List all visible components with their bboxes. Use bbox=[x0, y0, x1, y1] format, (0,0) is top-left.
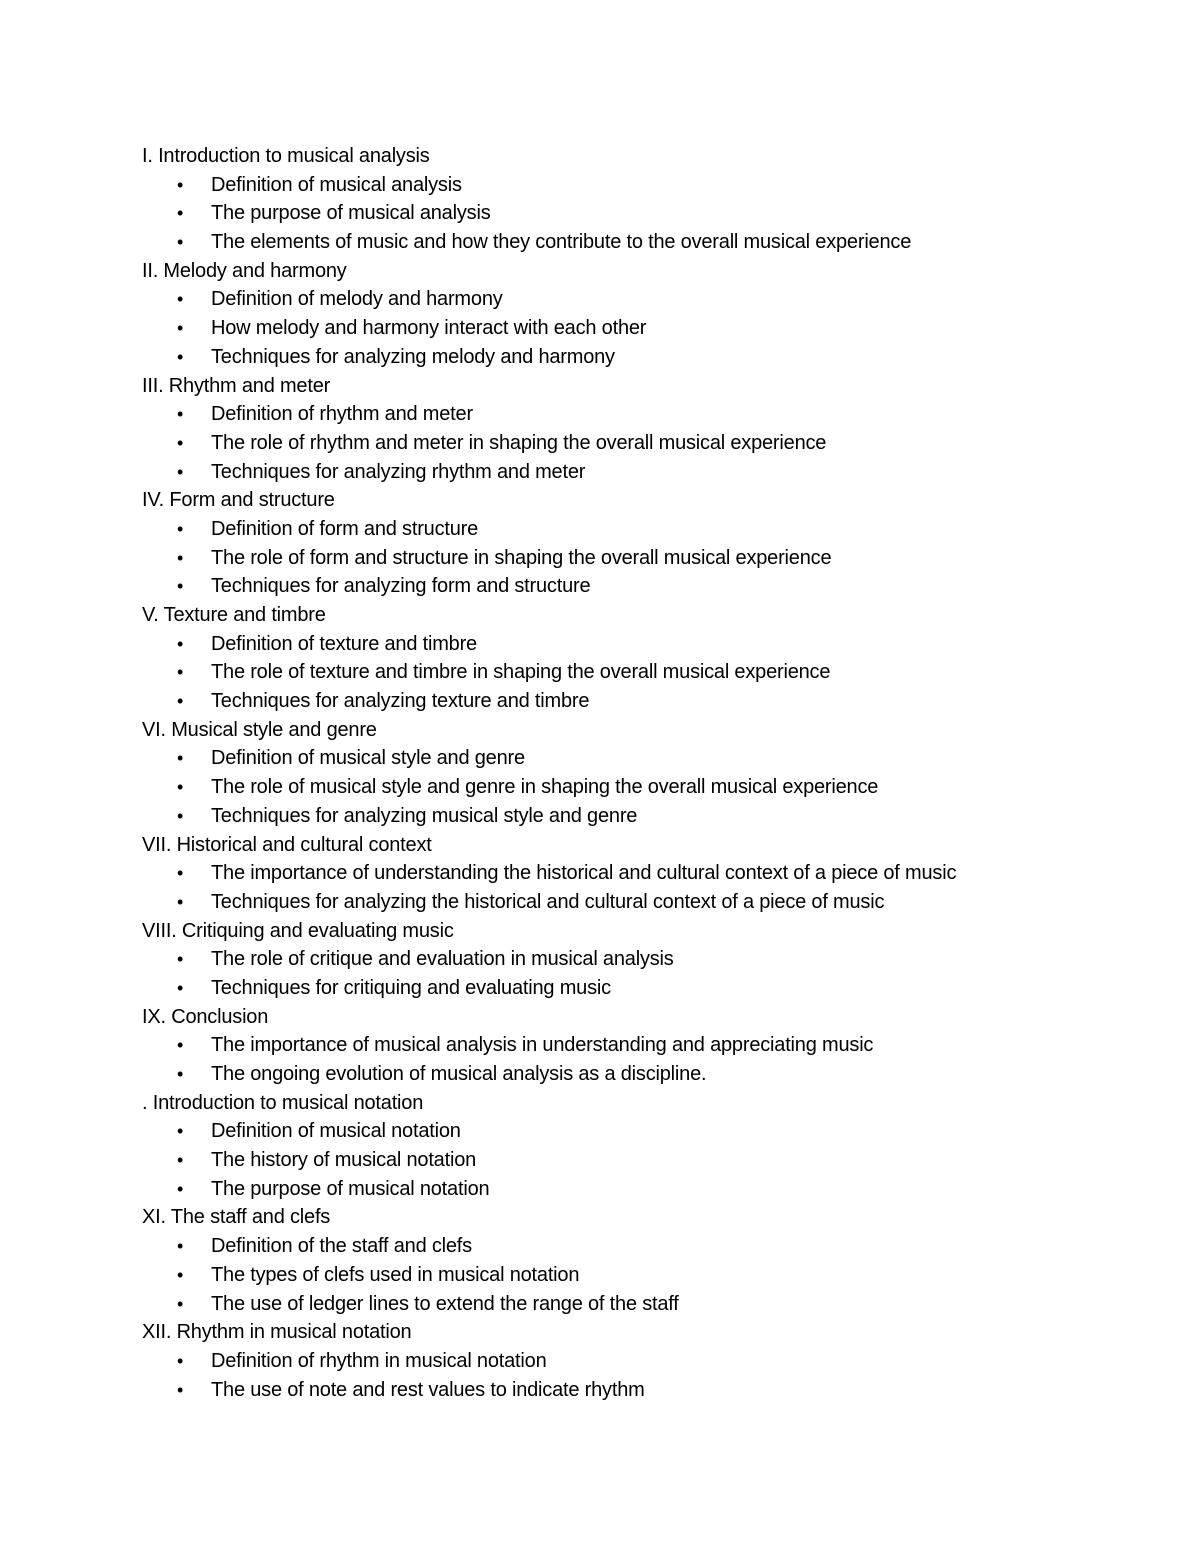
bullet-text: The role of rhythm and meter in shaping the overall musical experience bbox=[211, 431, 827, 454]
bullet-text: Techniques for analyzing the historical and cultural context of a piece of music bbox=[211, 890, 885, 913]
bullet-icon: • bbox=[176, 1264, 184, 1285]
section-heading: II. Melody and harmony bbox=[142, 259, 347, 282]
bullet-text: The role of musical style and genre in shaping the overall musical experience bbox=[211, 776, 879, 799]
bullet-text: Definition of musical analysis bbox=[211, 173, 462, 196]
bullet-text: Techniques for analyzing form and structure bbox=[211, 575, 591, 598]
bullet-text: How melody and harmony interact with each other bbox=[211, 317, 647, 340]
section-heading: V. Texture and timbre bbox=[142, 604, 326, 626]
bullet-item bbox=[142, 773, 1162, 802]
bullet-text: Techniques for analyzing melody and harmony bbox=[211, 345, 615, 368]
section-heading: . Introduction to musical notation bbox=[142, 1091, 424, 1114]
bullet-icon: • bbox=[176, 203, 184, 224]
bullet-item bbox=[142, 429, 1162, 458]
bullet-text: The role of form and structure in shaping the overall musical experience bbox=[211, 546, 832, 569]
bullet-icon: • bbox=[176, 1350, 184, 1371]
bullet-text: Techniques for analyzing texture and timbre bbox=[211, 690, 590, 713]
bullet-icon: • bbox=[176, 1064, 184, 1084]
section-heading: IV. Form and structure bbox=[142, 489, 335, 512]
section-heading: VI. Musical style and genre bbox=[142, 718, 377, 741]
bullet-text: The importance of understanding the historical and cultural context of a piece of music bbox=[211, 862, 957, 885]
section-heading: XII. Rhythm in musical notation bbox=[142, 1321, 412, 1344]
bullet-text: The ongoing evolution of musical analysis as a discipline. bbox=[211, 1063, 707, 1085]
bullet-icon: • bbox=[176, 289, 184, 310]
bullet-text: The use of ledger lines to extend the range of the staff bbox=[211, 1292, 679, 1315]
bullet-icon: • bbox=[176, 1178, 184, 1199]
bullet-item bbox=[142, 687, 1162, 716]
section-heading: VIII. Critiquing and evaluating music bbox=[142, 919, 454, 942]
bullet-item bbox=[142, 658, 1162, 687]
bullet-item bbox=[142, 1060, 1162, 1089]
bullet-item bbox=[142, 314, 1162, 343]
bullet-item bbox=[142, 1031, 1162, 1060]
bullet-icon: • bbox=[176, 1121, 184, 1142]
bullet-item bbox=[142, 630, 1162, 659]
bullet-icon: • bbox=[176, 461, 184, 482]
bullet-icon: • bbox=[176, 404, 184, 425]
bullet-icon: • bbox=[176, 346, 184, 367]
bullet-item bbox=[142, 228, 1162, 257]
bullet-icon: • bbox=[176, 1236, 184, 1257]
bullet-icon: • bbox=[176, 174, 184, 195]
bullet-item bbox=[142, 458, 1162, 487]
bullet-text: Techniques for critiquing and evaluating music bbox=[211, 976, 611, 999]
bullet-item bbox=[142, 974, 1162, 1003]
bullet-icon: • bbox=[176, 691, 184, 712]
bullet-icon: • bbox=[176, 1293, 184, 1314]
bullet-text: The use of note and rest values to indicate rhythm bbox=[211, 1378, 645, 1401]
bullet-item bbox=[142, 888, 1162, 917]
bullet-icon: • bbox=[176, 863, 184, 884]
section-heading: IX. Conclusion bbox=[142, 1005, 269, 1028]
bullet-text: The history of musical notation bbox=[211, 1149, 477, 1172]
bullet-item bbox=[142, 171, 1162, 200]
bullet-text: The role of texture and timbre in shaping the overall musical experience bbox=[211, 661, 831, 684]
bullet-item bbox=[142, 859, 1162, 888]
bullet-icon: • bbox=[176, 432, 184, 453]
bullet-item bbox=[142, 744, 1162, 773]
bullet-icon: • bbox=[176, 633, 184, 654]
bullet-text: Definition of melody and harmony bbox=[211, 288, 503, 311]
bullet-icon: • bbox=[176, 547, 184, 568]
bullet-text: The types of clefs used in musical notation bbox=[211, 1263, 580, 1286]
bullet-icon: • bbox=[176, 891, 184, 912]
section-heading: III. Rhythm and meter bbox=[142, 374, 331, 397]
bullet-text: The role of critique and evaluation in musical analysis bbox=[211, 948, 674, 971]
bullet-icon: • bbox=[176, 518, 184, 539]
bullet-icon: • bbox=[176, 1150, 184, 1171]
bullet-item bbox=[142, 945, 1162, 974]
bullet-icon: • bbox=[176, 748, 184, 769]
bullet-text: Techniques for analyzing musical style and genre bbox=[211, 804, 638, 827]
section-heading: VII. Historical and cultural context bbox=[142, 833, 432, 856]
bullet-text: Definition of musical notation bbox=[211, 1120, 461, 1143]
bullet-text: Definition of musical style and genre bbox=[211, 747, 525, 770]
bullet-item bbox=[142, 199, 1162, 228]
bullet-item bbox=[142, 1261, 1162, 1290]
bullet-icon: • bbox=[176, 1035, 184, 1056]
bullet-text: Definition of the staff and clefs bbox=[211, 1235, 472, 1258]
section-heading: I. Introduction to musical analysis bbox=[142, 145, 430, 167]
bullet-text: The purpose of musical analysis bbox=[211, 202, 491, 225]
bullet-item bbox=[142, 1146, 1162, 1175]
bullet-text: Definition of texture and timbre bbox=[211, 632, 477, 655]
bullet-item bbox=[142, 285, 1162, 314]
bullet-item bbox=[142, 802, 1162, 831]
bullet-item bbox=[142, 1376, 1162, 1405]
bullet-item bbox=[142, 1117, 1162, 1146]
bullet-text: Techniques for analyzing rhythm and meter bbox=[211, 460, 586, 483]
bullet-icon: • bbox=[176, 805, 184, 826]
bullet-text: The elements of music and how they contribute to the overall musical experience bbox=[211, 231, 912, 254]
bullet-icon: • bbox=[176, 1379, 184, 1400]
bullet-item bbox=[142, 515, 1162, 544]
bullet-item bbox=[142, 1232, 1162, 1261]
bullet-icon: • bbox=[176, 977, 184, 998]
bullet-item bbox=[142, 1290, 1162, 1319]
bullet-icon: • bbox=[176, 662, 184, 683]
bullet-item bbox=[142, 544, 1162, 573]
bullet-icon: • bbox=[176, 777, 184, 798]
bullet-text: Definition of form and structure bbox=[211, 517, 479, 540]
section-heading: XI. The staff and clefs bbox=[142, 1206, 331, 1229]
bullet-item bbox=[142, 572, 1162, 601]
bullet-text: Definition of rhythm in musical notation bbox=[211, 1349, 547, 1372]
bullet-text: The importance of musical analysis in understanding and appreciating music bbox=[211, 1034, 874, 1057]
bullet-icon: • bbox=[176, 232, 184, 253]
bullet-item bbox=[142, 1347, 1162, 1376]
bullet-icon: • bbox=[176, 949, 184, 970]
bullet-text: The purpose of musical notation bbox=[211, 1177, 490, 1200]
bullet-item bbox=[142, 1175, 1162, 1204]
bullet-item bbox=[142, 400, 1162, 429]
outline bbox=[142, 142, 1162, 1404]
bullet-item bbox=[142, 343, 1162, 372]
bullet-icon: • bbox=[176, 576, 184, 597]
bullet-text: Definition of rhythm and meter bbox=[211, 403, 473, 426]
bullet-icon: • bbox=[176, 318, 184, 339]
